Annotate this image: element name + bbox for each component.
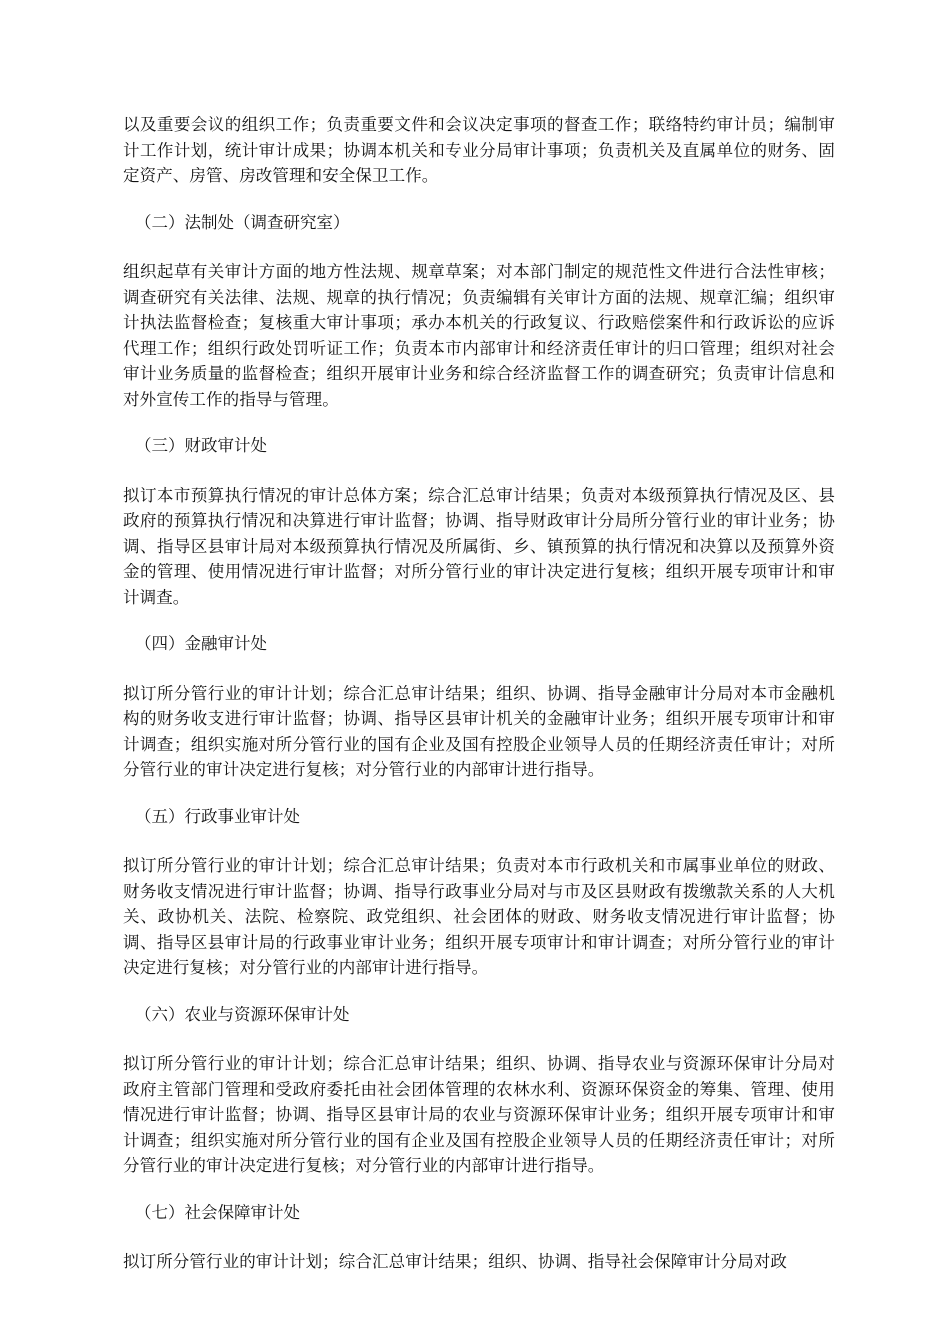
paragraph-finance-audit: 拟订本市预算执行情况的审计总体方案；综合汇总审计结果；负责对本级预算执行情况及区、县政府的预算执行情况和决算进行审计监督；协调、指导财政审计分局所分管行业的审计业务；协调、指导区县审计局对本级预算执行情况及所属街、乡、镇预算的执行情况和决算以及预算外资金的管理、使用情况进行审计监督；对所分管行业的审计决定进行复核；组织开展专项审计和审计调查。 <box>123 485 835 607</box>
section-heading-social-security-audit: （七）社会保障审计处 <box>135 1202 300 1222</box>
section-heading-administrative-audit: （五）行政事业审计处 <box>135 806 300 826</box>
section-heading-finance-audit: （三）财政审计处 <box>135 436 267 455</box>
document-page <box>123 112 835 1275</box>
section-heading-legal-office: （二）法制处（调查研究室） <box>135 212 350 232</box>
paragraph-agriculture-environment-audit: 拟订所分管行业的审计计划；综合汇总审计结果；组织、协调、指导农业与资源环保审计分局对政府主管部门管理和受政府委托由社会团体管理的农林水利、资源环保资金的筹集、管理、使用情况进行审计监督；协调、指导区县审计局的农业与资源环保审计业务；组织开展专项审计和审计调查；组织实施对所分管行业的国有企业及国有控股企业领导人员的任期经济责任审计；对所分管行业的审计决定进行复核；对分管行业的内部审计进行指导。 <box>123 1054 835 1175</box>
paragraph-office-duties-continued: 以及重要会议的组织工作；负责重要文件和会议决定事项的督查工作；联络特约审计员；编制审计工作计划，统计审计成果；协调本机关和专业分局审计事项；负责机关及直属单位的财务、固定资产、房管、房改管理和安全保卫工作。 <box>123 115 835 185</box>
paragraph-legal-office: 组织起草有关审计方面的地方性法规、规章草案；对本部门制定的规范性文件进行合法性审核；调查研究有关法律、法规、规章的执行情况；负责编辑有关审计方面的法规、规章汇编；组织审计执法监督检查；复核重大审计事项；承办本机关的行政复议、行政赔偿案件和行政诉讼的应诉代理工作；组织行政处罚听证工作；负责本市内部审计和经济责任审计的归口管理；组织对社会审计业务质量的监督检查；组织开展审计业务和综合经济监督工作的调查研究；负责审计信息和对外宣传工作的指导与管理。 <box>123 262 835 409</box>
paragraph-banking-audit: 拟订所分管行业的审计计划；综合汇总审计结果；组织、协调、指导金融审计分局对本市金融机构的财务收支进行审计监督；协调、指导区县审计机关的金融审计业务；组织开展专项审计和审计调查；组织实施对所分管行业的国有企业及国有控股企业领导人员的任期经济责任审计；对所分管行业的审计决定进行复核；对分管行业的内部审计进行指导。 <box>123 683 835 779</box>
section-heading-agriculture-environment-audit: （六）农业与资源环保审计处 <box>135 1004 350 1024</box>
paragraph-social-security-audit: 拟订所分管行业的审计计划；综合汇总审计结果；组织、协调、指导社会保障审计分局对政 <box>123 1252 787 1271</box>
section-heading-banking-audit: （四）金融审计处 <box>135 634 267 653</box>
paragraph-administrative-audit: 拟订所分管行业的审计计划；综合汇总审计结果；负责对本市行政机关和市属事业单位的财政、财务收支情况进行审计监督；协调、指导行政事业分局对与市及区县财政有拨缴款关系的人大机关、政协机关、法院、检察院、政党组织、社会团体的财政、财务收支情况进行审计监督；协调、指导区县审计局的行政事业审计业务；组织开展专项审计和审计调查；对所分管行业的审计决定进行复核；对分管行业的内部审计进行指导。 <box>123 856 835 977</box>
